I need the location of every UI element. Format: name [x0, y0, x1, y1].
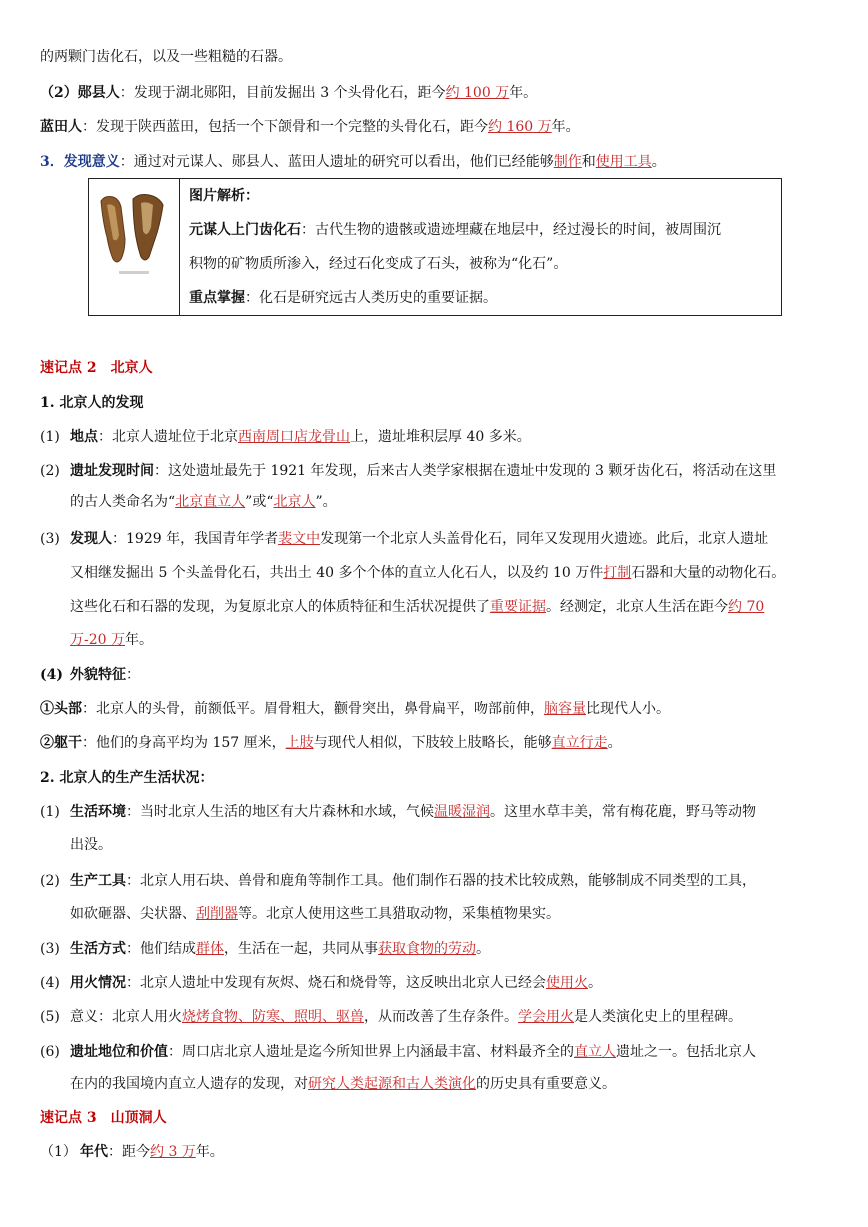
figure-para-line: [189, 253, 774, 275]
feature-line-body: [40, 732, 622, 754]
paragraph-text: ：1929 年，我国青年学者: [112, 531, 279, 547]
section-title: [40, 1107, 167, 1129]
term-label: 生活方式: [70, 941, 126, 957]
section-title: [40, 357, 153, 379]
answer-text: 裴文中: [278, 531, 321, 547]
paragraph-text: 的古人类命名为“: [70, 494, 176, 510]
text-line-yunxian: [40, 82, 537, 104]
paragraph-text: 遗址之一。包括北京人: [616, 1044, 756, 1060]
paragraph-text: ”或“: [245, 494, 274, 510]
item-number: (3): [40, 941, 60, 957]
answer-text: 西南周口店龙骨山: [238, 429, 350, 445]
term-label: （2）郧县人: [40, 85, 120, 101]
paragraph-text: 。: [607, 735, 622, 751]
list-item: [40, 870, 756, 892]
term-label: 外貌特征: [70, 667, 126, 683]
answer-text: 万-20 万: [70, 632, 125, 648]
paragraph-text: ：他们的身高平均为 157 厘米，: [82, 735, 286, 751]
figure-para-line: [189, 287, 774, 309]
paragraph-text: 的历史具有重要意义。: [476, 1076, 616, 1092]
subheading-text: 2. 北京人的生产生活状况：: [40, 770, 214, 786]
answer-text: 制作: [553, 154, 582, 170]
tooth-fossil-icon: [89, 179, 179, 315]
paragraph-text: 。: [588, 975, 602, 991]
paragraph-text: ：距今: [108, 1144, 150, 1160]
answer-text: 约 160 万: [488, 119, 552, 135]
figure-heading-line: [189, 185, 774, 207]
item-number: (3): [40, 531, 60, 547]
subheading: [40, 392, 144, 414]
term-label: ②躯干: [40, 735, 82, 751]
paragraph-text: 。: [651, 154, 666, 170]
paragraph-text: ：这处遗址最先于 1921 年发现，后来古人类学家根据在遗址中发现的 3 颗牙齿化石，将活动在这里: [154, 463, 777, 479]
text-line-significance: [40, 151, 666, 173]
paragraph-text: 等。北京人使用这些工具猎取动物，采集植物果实。: [238, 906, 560, 922]
term-label: 元谋人上门齿化石: [189, 222, 301, 238]
paragraph-text: 。: [476, 941, 490, 957]
paragraph-text: ：北京人遗址位于北京: [98, 429, 238, 445]
paragraph-text: 这些化石和石器的发现，为复原北京人的体质特征和生活状况提供了: [70, 599, 490, 615]
paragraph-text: 和: [581, 154, 596, 170]
paragraph-text: 年。: [509, 85, 538, 101]
term-label: 重点掌握: [189, 290, 245, 306]
term-label: 发现人: [70, 531, 112, 547]
paragraph-text: 又相继发掘出 5 个头盖骨化石，共出土 40 多个个体的直立人化石人，以及约 10 万件: [70, 565, 604, 581]
paragraph-text: ：他们结成: [126, 941, 196, 957]
paragraph-text: 年。: [551, 119, 580, 135]
list-item: [40, 664, 140, 686]
term-label: ①头部: [40, 701, 82, 717]
answer-text: 重要证据: [490, 599, 546, 615]
list-item: [40, 426, 531, 448]
list-item-cont: [70, 629, 153, 651]
paragraph-text: 比现代人小。: [586, 701, 670, 717]
list-item-cont: [70, 834, 112, 856]
paragraph-text: ：北京人的头骨，前额低平。眉骨粗大，颧骨突出，鼻骨扁平，吻部前伸，: [82, 701, 544, 717]
list-item: [40, 938, 490, 960]
answer-text: 温暖湿润: [434, 804, 490, 820]
answer-text: 学会用火: [518, 1009, 574, 1025]
list-item-cont: [70, 562, 785, 584]
text-line-lantian: [40, 116, 580, 138]
section-title-text: 速记点 2 北京人: [40, 360, 153, 376]
paragraph-text: 意义：北京人用火: [70, 1009, 182, 1025]
answer-text: 使用工具: [595, 154, 652, 170]
term-label: 地点: [70, 429, 98, 445]
subheading: 3．发现意义: [40, 154, 120, 170]
list-item: [40, 528, 768, 550]
list-item-cont: [70, 1073, 616, 1095]
item-number: (5): [40, 1009, 60, 1025]
paragraph-text: ”。: [315, 494, 337, 510]
item-number: (1): [40, 804, 60, 820]
answer-text: 脑容量: [544, 701, 586, 717]
answer-text: 直立行走: [551, 735, 608, 751]
paragraph-text: 。这里水草丰美，常有梅花鹿，野马等动物: [490, 804, 756, 820]
paragraph-text: 在内的我国境内直立人遗存的发现，对: [70, 1076, 308, 1092]
paragraph-text: ：古代生物的遗骸或遗迹埋藏在地层中，经过漫长的时间，被周围沉: [301, 222, 721, 238]
answer-text: 刮削器: [196, 906, 238, 922]
text-line: [40, 46, 292, 68]
item-number: (2): [40, 463, 60, 479]
answer-text: 研究人类起源和古人类演化: [308, 1076, 476, 1092]
paragraph-text: 年。: [195, 1144, 224, 1160]
paragraph-text: ，从而改善了生存条件。: [364, 1009, 518, 1025]
subheading: [40, 767, 214, 789]
answer-text: 约 70: [728, 599, 765, 615]
paragraph-text: ：发现于陕西蓝田，包括一个下颌骨和一个完整的头骨化石，距今: [82, 119, 488, 135]
paragraph-text: 年。: [125, 632, 153, 648]
list-item: [40, 1006, 742, 1028]
paragraph-text: ：北京人遗址中发现有灰烬、烧石和烧骨等，这反映出北京人已经会: [126, 975, 546, 991]
term-label: 生产工具: [70, 873, 126, 889]
paragraph-text: ：周口店北京人遗址是迄今所知世界上内涵最丰富、材料最齐全的: [168, 1044, 574, 1060]
term-label: 用火情况: [70, 975, 126, 991]
paragraph-text: 石器和大量的动物化石。: [631, 565, 786, 581]
answer-text: 打制: [603, 565, 632, 581]
fossil-image: [89, 179, 180, 315]
list-item: [40, 801, 756, 823]
answer-text: 使用火: [546, 975, 588, 991]
paragraph-text: ：: [126, 667, 140, 683]
item-number: (4): [40, 975, 60, 991]
paragraph-text: 积物的矿物质所渗入，经过石化变成了石头，被称为“化石”。: [189, 256, 568, 272]
figure-heading: 图片解析：: [189, 188, 259, 204]
answer-text: 烧烤食物、防寒、照明、驱兽: [182, 1009, 364, 1025]
paragraph-text: ，生活在一起，共同从事: [224, 941, 378, 957]
list-item: [40, 1041, 756, 1063]
figure-box: [88, 178, 782, 316]
paragraph-text: ：当时北京人生活的地区有大片森林和水域，气候: [126, 804, 434, 820]
list-item-cont: [70, 596, 764, 618]
term-label: 蓝田人: [40, 119, 82, 135]
term-label: 遗址地位和价值: [70, 1044, 168, 1060]
item-number: (2): [40, 873, 60, 889]
list-item: [40, 460, 776, 482]
answer-text: 北京人: [273, 494, 316, 510]
paragraph-text: 与现代人相似，下肢较上肢略长，能够: [313, 735, 552, 751]
feature-line-head: [40, 698, 670, 720]
list-item: [40, 972, 602, 994]
answer-text: 约 3 万: [150, 1144, 196, 1160]
answer-text: 北京直立人: [175, 494, 246, 510]
item-number: (4): [40, 667, 63, 683]
item-number: (6): [40, 1044, 60, 1060]
paragraph-text: 发现第一个北京人头盖骨化石，同年又发现用火遗迹。此后，北京人遗址: [320, 531, 769, 547]
paragraph-text: 出没。: [70, 837, 112, 853]
paragraph-text: 的两颗门齿化石，以及一些粗糙的石器。: [40, 49, 292, 65]
list-item-cont: [70, 903, 560, 925]
paragraph-text: 。经测定，北京人生活在距今: [546, 599, 728, 615]
subheading-text: 1. 北京人的发现: [40, 395, 144, 411]
paragraph-text: 如砍砸器、尖状器、: [70, 906, 196, 922]
paragraph-text: ：发现于湖北郧阳，目前发掘出 3 个头骨化石，距今: [119, 85, 446, 101]
term-label: 年代: [80, 1144, 108, 1160]
answer-text: 获取食物的劳动: [378, 941, 476, 957]
term-label: 生活环境: [70, 804, 126, 820]
paragraph-text: ：通过对元谋人、郧县人、蓝田人遗址的研究可以看出，他们已经能够: [119, 154, 554, 170]
section-title-text: 速记点 3 山顶洞人: [40, 1110, 167, 1126]
answer-text: 上肢: [285, 735, 314, 751]
paragraph-text: ：北京人用石块、兽骨和鹿角等制作工具。他们制作石器的技术比较成熟，能够制成不同类型的工具，: [126, 873, 756, 889]
paragraph-text: ：化石是研究远古人类历史的重要证据。: [245, 290, 497, 306]
answer-text: 群体: [196, 941, 224, 957]
answer-text: 直立人: [574, 1044, 616, 1060]
figure-para-line: [189, 219, 774, 241]
item-number: （1）: [40, 1144, 77, 1160]
term-label: 遗址发现时间: [70, 463, 154, 479]
list-item-cont: [70, 491, 337, 513]
list-item: [40, 1141, 224, 1163]
answer-text: 约 100 万: [445, 85, 510, 101]
paragraph-text: 是人类演化史上的里程碑。: [574, 1009, 742, 1025]
item-number: (1): [40, 429, 60, 445]
paragraph-text: 上，遗址堆积层厚 40 多米。: [350, 429, 531, 445]
